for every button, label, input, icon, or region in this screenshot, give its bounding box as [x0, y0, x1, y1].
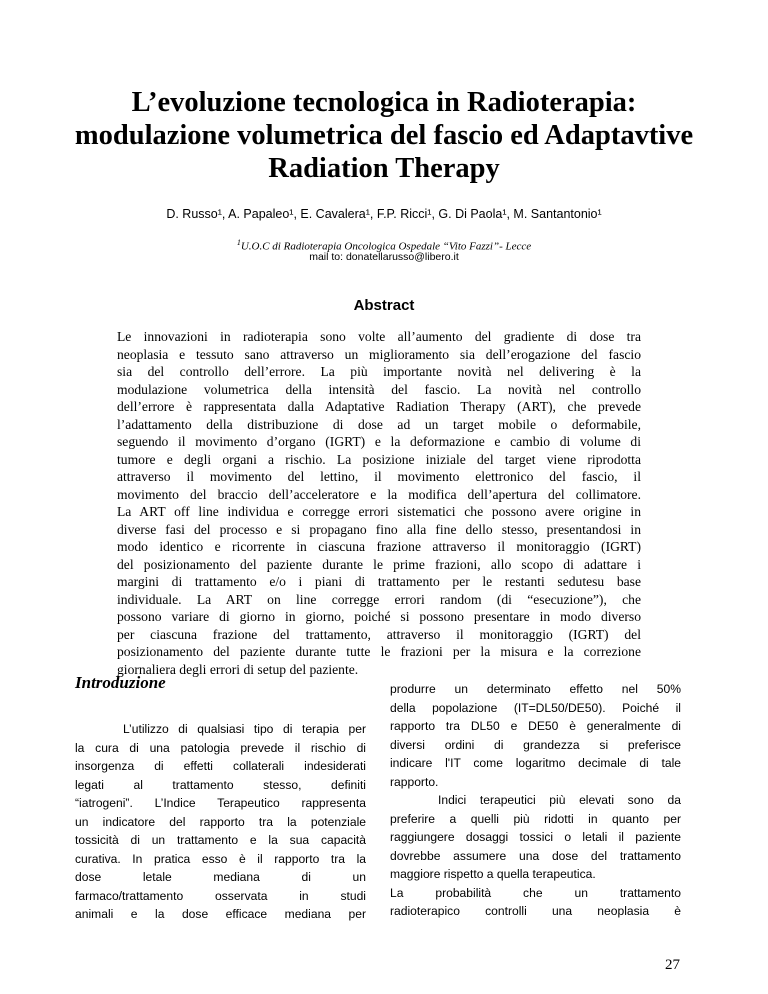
body-line: insorgenza di effetti collaterali indesiderati [75, 759, 366, 773]
title-line: L’evoluzione tecnologica in Radioterapia: [131, 87, 637, 118]
abstract-line: neoplasia e tessuto sano attraverso un miglioramento sia dell’erogazione del fascio [117, 346, 641, 362]
body-line: tossicità di un trattamento e la sua capacità [75, 833, 366, 847]
right-column [390, 680, 681, 921]
body-line: L’utilizzo di qualsiasi tipo di terapia per [123, 722, 366, 736]
affiliation-text: U.O.C di Radioterapia Oncologica Ospedale “Vito Fazzi”- Lecce [240, 240, 532, 253]
body-line: “iatrogeni”. L’Indice Terapeutico rappresenta [75, 796, 366, 810]
abstract-line: possono variare di giorno in giorno, poiché si possono presentare in modo diverso [117, 609, 641, 624]
body-line: rapporto tra DL50 e DE50 è generalmente di [390, 719, 681, 733]
body-line: produrre un determinato effetto nel 50% [390, 682, 681, 696]
body-line: Indici terapeutici più elevati sono da [438, 793, 681, 807]
abstract-line: seguendo il movimento d’organo (IGRT) e la deformazione e cambio di volume di [117, 434, 641, 449]
abstract-line: posizionamento del paziente durante tutte le frazioni per la misura e la correzione [117, 644, 641, 659]
abstract-line: giornaliera degli errori di setup del paziente. [117, 661, 359, 677]
abstract-line: modulazione volumetrica della intensità del fascio. La novità nel controllo [117, 381, 641, 397]
abstract-line: diverse fasi del processo e si propagano fino alla fine dello stesso, presentandosi in [117, 521, 641, 537]
title-line: Radiation Therapy [268, 153, 500, 184]
abstract-line: Le innovazioni in radioterapia sono volte all’aumento del gradiente di dose tra [117, 329, 641, 344]
author-list: D. Russo¹, A. Papaleo¹, E. Cavalera¹, F.P. Ricci¹, G. Di Paola¹, M. Santantonio¹ [166, 207, 602, 221]
body-line: maggiore rispetto a quella terapeutica. [390, 867, 596, 881]
body-line: rapporto. [390, 774, 439, 789]
body-line: farmaco/trattamento osservata in studi [75, 888, 366, 903]
abstract-line: margini di trattamento e/o i piani di trattamento per le restanti sedutesu base [117, 574, 641, 589]
body-line: diversi ordini di grandezza si preferisce [390, 737, 681, 752]
body-line: radioterapico controlli una neoplasia è [390, 904, 681, 918]
abstract-line: modo identico e ricorrente in ciascuna frazione attraverso il monitoraggio (IGRT) [117, 539, 641, 554]
left-column [75, 720, 366, 924]
body-line: la cura di una patologia prevede il rischio di [75, 740, 366, 755]
abstract-line: per ciascuna frazione del trattamento, attraverso il monitoraggio (IGRT) del [117, 626, 641, 642]
title-line: modulazione volumetrica del fascio ed Adaptavtive [74, 120, 694, 151]
abstract-line: dell’errore è rappresentata dalla Adaptative Radiation Therapy (ART), che prevede [117, 399, 641, 414]
abstract-line: l’adattamento della distribuzione di dose ad un target mobile o deformabile, [117, 416, 641, 432]
body-line: legati al trattamento stesso, definiti [75, 777, 366, 792]
body-line: dose letale mediana di un [75, 870, 366, 884]
affiliation-mark: 1 [236, 238, 241, 247]
body-line: La probabilità che un trattamento [390, 885, 681, 900]
page-number: 27 [665, 957, 680, 973]
body-line: della popolazione (IT=DL50/DE50). Poiché il [390, 700, 681, 715]
paper-title [40, 86, 728, 185]
body-line: dovrebbe assumere una dose del trattamento [390, 848, 681, 863]
abstract-line: del posizionamento del paziente durante le prime frazioni, allo scopo di adattare i [117, 556, 641, 572]
abstract-heading: Abstract [353, 297, 415, 314]
abstract-body [117, 328, 641, 678]
abstract-line: movimento del braccio dell’acceleratore e la modifica dell’apertura del collimatore. [117, 486, 641, 502]
body-line: preferire a quelli più ridotti in quanto per [390, 811, 681, 826]
abstract-line: tumore e degli organi a rischio. La posizione iniziale del target viene riprodotta [117, 451, 641, 467]
abstract-line: attraverso il movimento del lettino, il movimento elettronico del fascio, il [117, 469, 641, 484]
body-line: indicare l'IT come logaritmo decimale di tale [390, 756, 681, 770]
section-heading-introduzione: Introduzione [75, 673, 166, 692]
abstract-line: individuale. La ART on line corregge errori random (di “esecuzione”), che [117, 591, 641, 607]
body-line: animali e la dose efficace mediana per [75, 907, 366, 921]
abstract-line: sia del controllo dell’errore. La più importante novità nel delivering è la [117, 364, 641, 379]
body-line: raggiungere dosaggi tossici o letali il paziente [390, 830, 681, 844]
abstract-line: La ART off line individua e corregge errori sistematici che possono avere origine in [117, 504, 641, 519]
contact-email[interactable]: mail to: donatellarusso@libero.it [309, 251, 459, 263]
body-line: un indicatore del rapporto tra la potenziale [75, 814, 366, 829]
body-line: curativa. In pratica esso è il rapporto tra la [75, 851, 366, 866]
